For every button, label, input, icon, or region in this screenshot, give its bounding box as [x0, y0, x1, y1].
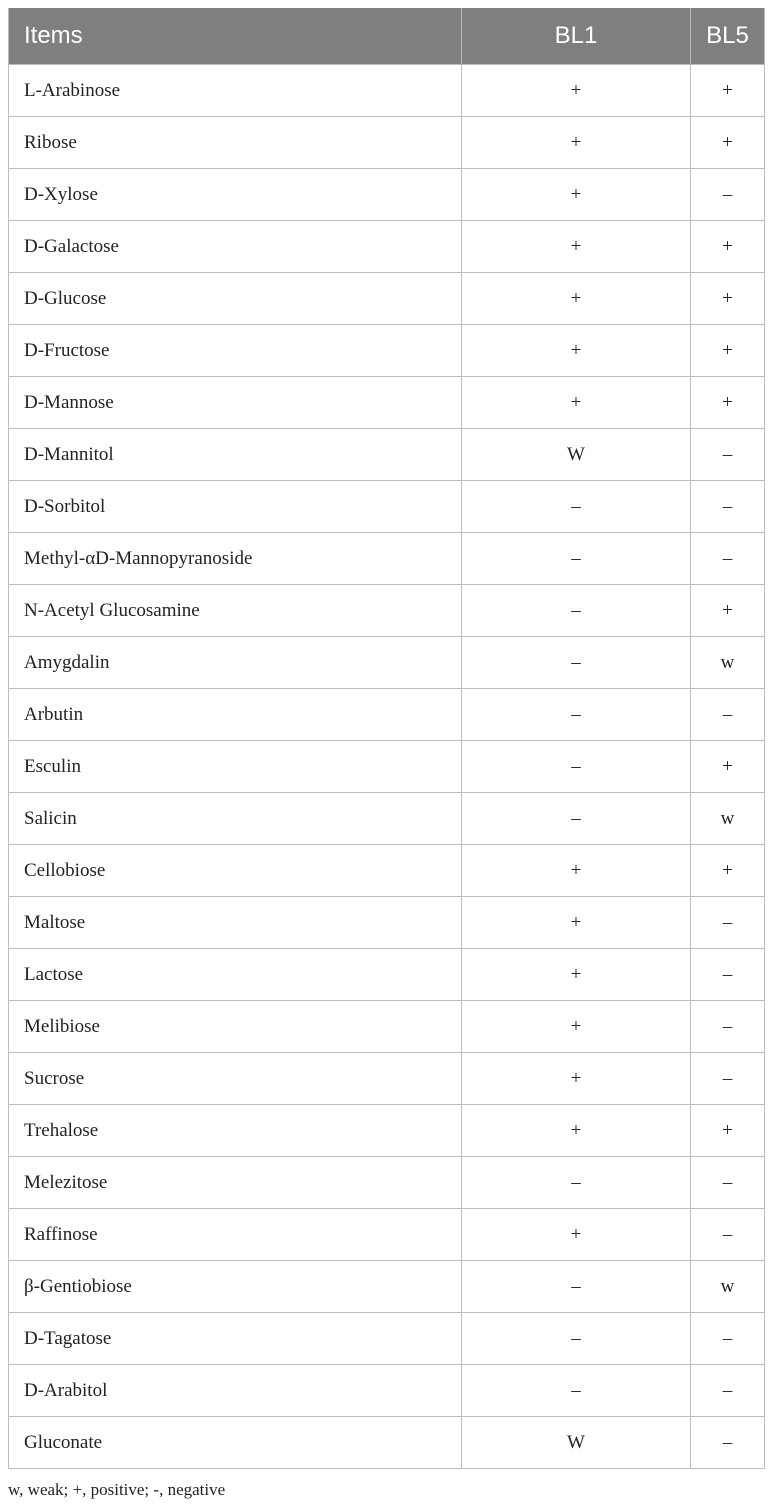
row-bl5: – — [691, 533, 765, 585]
row-item: Amygdalin — [9, 637, 462, 689]
table-row — [9, 845, 765, 897]
row-bl5: – — [691, 1365, 765, 1417]
row-bl1: – — [462, 533, 691, 585]
row-item: D-Xylose — [9, 169, 462, 221]
row-bl1: + — [462, 1105, 691, 1157]
row-item: Maltose — [9, 897, 462, 949]
table-row — [9, 1209, 765, 1261]
table-row — [9, 741, 765, 793]
header-row — [9, 8, 765, 65]
row-bl5: w — [691, 637, 765, 689]
row-item: Gluconate — [9, 1417, 462, 1469]
table-row — [9, 585, 765, 637]
table-row — [9, 65, 765, 117]
table-row — [9, 1365, 765, 1417]
table-row — [9, 325, 765, 377]
row-bl1: + — [462, 845, 691, 897]
table-footnote: w, weak; +, positive; -, negative — [8, 1480, 226, 1499]
table-row — [9, 221, 765, 273]
row-item: D-Mannose — [9, 377, 462, 429]
row-bl5: + — [691, 585, 765, 637]
row-bl5: + — [691, 325, 765, 377]
table-row — [9, 689, 765, 741]
table-row — [9, 897, 765, 949]
table-row — [9, 637, 765, 689]
table-row — [9, 481, 765, 533]
header-items: Items — [9, 8, 462, 65]
row-item: Ribose — [9, 117, 462, 169]
row-item: Sucrose — [9, 1053, 462, 1105]
row-bl5: + — [691, 221, 765, 273]
row-bl5: – — [691, 1157, 765, 1209]
row-bl5: – — [691, 949, 765, 1001]
table-row — [9, 1105, 765, 1157]
table-row — [9, 377, 765, 429]
row-item: N-Acetyl Glucosamine — [9, 585, 462, 637]
row-bl1: + — [462, 1001, 691, 1053]
row-item: Cellobiose — [9, 845, 462, 897]
row-bl1: + — [462, 949, 691, 1001]
row-bl5: w — [691, 1261, 765, 1313]
row-bl1: – — [462, 1157, 691, 1209]
row-bl1: W — [462, 1417, 691, 1469]
row-item: D-Glucose — [9, 273, 462, 325]
row-bl5: – — [691, 1209, 765, 1261]
row-bl1: – — [462, 1365, 691, 1417]
row-bl1: – — [462, 741, 691, 793]
row-bl5: + — [691, 845, 765, 897]
table-row — [9, 1053, 765, 1105]
row-bl1: + — [462, 897, 691, 949]
row-bl5: + — [691, 273, 765, 325]
row-item: Melibiose — [9, 1001, 462, 1053]
table-row — [9, 117, 765, 169]
row-bl5: + — [691, 377, 765, 429]
row-bl5: – — [691, 689, 765, 741]
row-item: Melezitose — [9, 1157, 462, 1209]
table-body — [9, 65, 765, 1469]
table-row — [9, 533, 765, 585]
header-bl5: BL5 — [691, 8, 765, 65]
row-bl5: – — [691, 897, 765, 949]
table-row — [9, 1313, 765, 1365]
row-bl5: – — [691, 481, 765, 533]
row-item: Esculin — [9, 741, 462, 793]
row-bl1: + — [462, 325, 691, 377]
row-item: D-Sorbitol — [9, 481, 462, 533]
table-row — [9, 273, 765, 325]
row-bl1: + — [462, 221, 691, 273]
row-bl1: – — [462, 481, 691, 533]
table-row — [9, 429, 765, 481]
row-bl1: – — [462, 637, 691, 689]
row-bl1: – — [462, 689, 691, 741]
row-bl5: + — [691, 117, 765, 169]
row-item: D-Fructose — [9, 325, 462, 377]
row-bl5: – — [691, 169, 765, 221]
row-bl1: + — [462, 273, 691, 325]
row-item: D-Mannitol — [9, 429, 462, 481]
row-bl5: + — [691, 1105, 765, 1157]
row-item: D-Galactose — [9, 221, 462, 273]
row-bl1: + — [462, 169, 691, 221]
row-item: L-Arabinose — [9, 65, 462, 117]
table-row — [9, 793, 765, 845]
header-bl1: BL1 — [462, 8, 691, 65]
row-item: Raffinose — [9, 1209, 462, 1261]
row-bl1: + — [462, 1053, 691, 1105]
row-bl5: – — [691, 1417, 765, 1469]
carbohydrate-fermentation-table — [8, 8, 765, 1469]
table-row — [9, 949, 765, 1001]
row-bl5: w — [691, 793, 765, 845]
table-row — [9, 1157, 765, 1209]
row-bl1: – — [462, 1313, 691, 1365]
row-bl5: + — [691, 741, 765, 793]
row-item: D-Tagatose — [9, 1313, 462, 1365]
row-item: β-Gentiobiose — [9, 1261, 462, 1313]
row-bl1: W — [462, 429, 691, 481]
row-item: Arbutin — [9, 689, 462, 741]
row-bl1: + — [462, 65, 691, 117]
row-item: D-Arabitol — [9, 1365, 462, 1417]
table-header — [9, 8, 765, 65]
row-item: Salicin — [9, 793, 462, 845]
row-bl1: + — [462, 117, 691, 169]
table-row — [9, 1001, 765, 1053]
row-bl5: – — [691, 1053, 765, 1105]
row-item: Lactose — [9, 949, 462, 1001]
table-row — [9, 1417, 765, 1469]
row-bl1: + — [462, 377, 691, 429]
row-bl5: – — [691, 429, 765, 481]
row-bl1: – — [462, 585, 691, 637]
row-item: Methyl-αD-Mannopyranoside — [9, 533, 462, 585]
row-bl1: – — [462, 793, 691, 845]
row-bl1: + — [462, 1209, 691, 1261]
row-bl5: – — [691, 1001, 765, 1053]
row-bl5: + — [691, 65, 765, 117]
table-row — [9, 169, 765, 221]
row-bl1: – — [462, 1261, 691, 1313]
row-item: Trehalose — [9, 1105, 462, 1157]
row-bl5: – — [691, 1313, 765, 1365]
table-container — [8, 8, 764, 1469]
table-row — [9, 1261, 765, 1313]
